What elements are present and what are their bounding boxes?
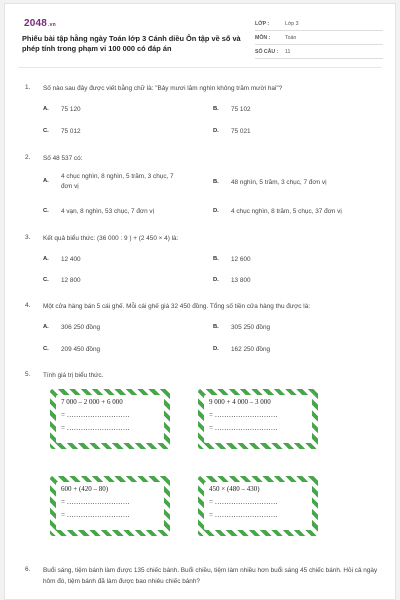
- page-title: Phiếu bài tập hằng ngày Toán lớp 3 Cánh diều Ôn tập về số và phép tính trong phạm vi 100 000 có đáp án: [22, 34, 241, 53]
- answer-line[interactable]: = ………………………: [209, 411, 278, 419]
- brand-logo[interactable]: 2048.vn: [24, 18, 56, 29]
- expression-card-2: [198, 389, 318, 449]
- header-divider: [18, 67, 382, 68]
- expression-text: 450 × (480 – 430): [209, 485, 260, 493]
- meta-table: [255, 17, 383, 59]
- answer-line[interactable]: = ………………………: [209, 424, 278, 432]
- answer-line[interactable]: = ………………………: [209, 498, 278, 506]
- answer-line[interactable]: = ………………………: [61, 411, 130, 419]
- expression-text: 7 000 – 2 000 + 6 000: [61, 398, 123, 406]
- expression-card-3: [50, 476, 170, 536]
- expression-card-1: [50, 389, 170, 449]
- expression-text: 600 + (420 – 80): [61, 485, 109, 493]
- answer-line[interactable]: = ………………………: [61, 424, 130, 432]
- expression-card-4: [198, 476, 318, 536]
- worksheet-page: 2048.vn Phiếu bài tập hằng ngày Toán lớp 3 Cánh diều Ôn tập về số và phép tính trong phạm vi 100 000 có đáp án LỚP : Lớp 3 MÔN : Toán SỐ CÂU : 11 1. Số nào sau đây được viết bằng chữ là: "Bảy mươi lăm nghìn không trăm mười hai"? A. 75 120 B. 75 102 C. 75 012 D. 75 021 2. Số 48 537 có: A. 4 chục nghìn, 8 nghìn, 5 trăm, 3 chục, 7 đơn vị B. 48 nghìn, 5 trăm, 3 chục, 7 đơn vị C. 4 vạn, 8 nghìn, 53 chục, 7 đơn vị D. 4 chục nghìn, 8 trăm, 5 chục, 37 đơn vị 3. Kết quả biểu thức: (36 000 : 9 ) + (2 450 × 4) là: A. 12 400 B. 12 600 C. 12 800 D. 13 800 4. Một cửa hàng bán 5 cái ghế. Mỗi cái ghế giá 32 450 đồng. Tổng số tiền cửa hàng thu được là: A. 306 250 đồng B. 305 250 đồng C. 209 450 đồng D. 162 250 đồng 5. Tính giá trị biểu thức. 7 000 – 2 000 + 6 000 = ……………………… = ……………………… 9 000 + 4 000 – 3 000 = ……………………… = ……………………… 600 + (420 – 80) = ……………………… = ……………………… 450 × (480 – 430) = ……………………… = ……………………… 6. Buổi sáng, tiệm bánh làm được 135 chiếc bánh. Buổi chiều, tiệm làm nhiều hơn buổi sáng 45 chiếc bánh. Hỏi cả ngày hôm đó, tiệm bánh đã làm được bao nhiêu chiếc bánh?: [4, 3, 396, 600]
- meta-row-count: SỐ CÂU : 11: [255, 45, 383, 59]
- expression-text: 9 000 + 4 000 – 3 000: [209, 398, 271, 406]
- meta-row-subject: MÔN : Toán: [255, 31, 383, 45]
- answer-line[interactable]: = ………………………: [61, 498, 130, 506]
- answer-line[interactable]: = ………………………: [209, 511, 278, 519]
- answer-line[interactable]: = ………………………: [61, 511, 130, 519]
- meta-row-class: LỚP : Lớp 3: [255, 17, 383, 31]
